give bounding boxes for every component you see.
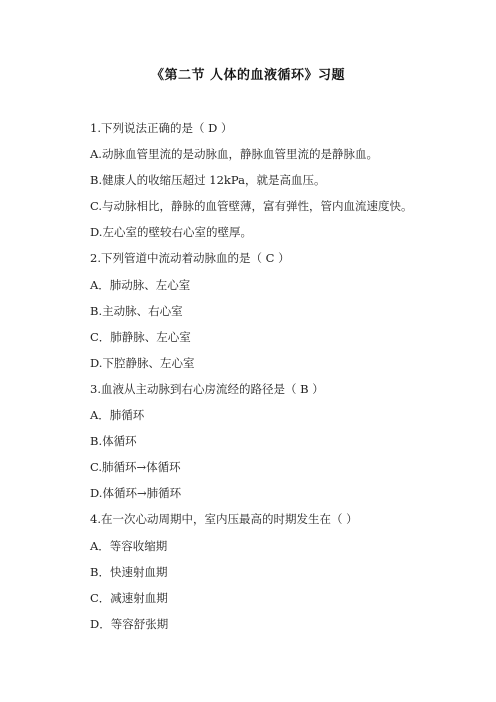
question-2-option-b: B.主动脉、右心室 <box>90 303 183 318</box>
question-4-stem: 4.在一次心动周期中，室内压最高的时期发生在（ ） <box>90 512 358 527</box>
question-1-option-c: C.与动脉相比，静脉的血管壁薄，富有弹性，管内血流速度快。 <box>90 199 413 214</box>
question-3-option-c: C.肺循环→体循环 <box>90 460 181 475</box>
question-list <box>90 120 470 642</box>
question-4-option-c: C．减速射血期 <box>90 590 168 605</box>
question-1-option-d: D.左心室的壁较右心室的壁厚。 <box>90 225 252 240</box>
question-2-option-c: C．肺静脉、左心室 <box>90 329 191 344</box>
question-1-option-a: A.动脉血管里流的是动脉血，静脉血管里流的是静脉血。 <box>90 147 378 162</box>
page-title: 《第二节 人体的血液循环》习题 <box>150 68 346 83</box>
question-4-option-b: B．快速射血期 <box>90 564 168 579</box>
question-2-option-d: D.下腔静脉、左心室 <box>90 355 195 370</box>
question-3-option-d: D.体循环→肺循环 <box>90 486 182 501</box>
question-2-option-a: A．肺动脉、左心室 <box>90 277 191 292</box>
question-3-option-a: A．肺循环 <box>90 408 145 423</box>
question-4-option-a: A．等容收缩期 <box>90 538 168 553</box>
question-1-option-b: B.健康人的收缩压超过 12kPa，就是高血压。 <box>90 173 326 188</box>
question-1-stem: 1.下列说法正确的是（ D ） <box>90 121 233 135</box>
question-3-stem: 3.血液从主动脉到右心房流经的路径是（ B ） <box>90 381 324 396</box>
question-3-option-b: B.体循环 <box>90 434 137 449</box>
question-4-option-d: D．等容舒张期 <box>90 616 169 631</box>
question-2-stem: 2.下列管道中流动着动脉血的是（ C ） <box>90 251 290 266</box>
